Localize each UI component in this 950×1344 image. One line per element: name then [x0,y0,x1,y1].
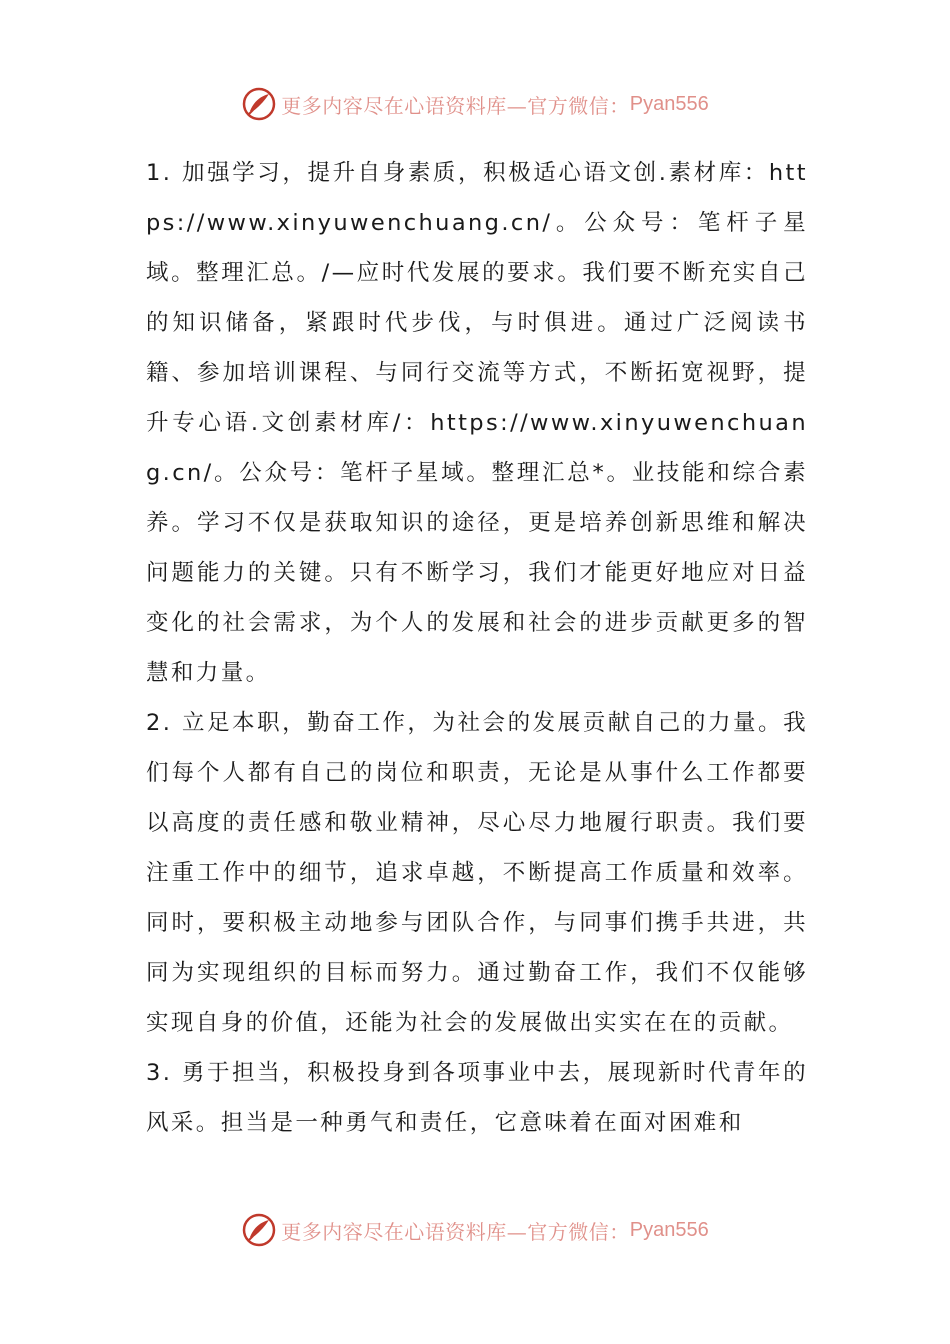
paragraph-1: 1. 加强学习，提升自身素质，积极适心语文创.素材库：https://www.xinyuwenchuang.cn/。公众号：笔杆子星域。整理汇总。/—应时代发展的要求。我们要不断充实自己的知识储备，紧跟时代步伐，与时俱进。通过广泛阅读书籍、参加培训课程、与同行交流等方式，不断拓宽视野，提升专心语.文创素材库/：https://www.xinyuwenchuang.cn/。公众号：笔杆子星域。整理汇总*。业技能和综合素养。学习不仅是获取知识的途径，更是培养创新思维和解决问题能力的关键。只有不断学习，我们才能更好地应对日益变化的社会需求，为个人的发展和社会的进步贡献更多的智慧和力量。 [146,160,808,686]
banner-wechat-id: Pyan556 [629,92,709,115]
pen-scroll-icon [241,1212,277,1248]
banner-text: 更多内容尽在心语资料库—官方微信： [281,1219,630,1244]
header-banner [0,84,950,124]
paragraph-2: 2. 立足本职，勤奋工作，为社会的发展贡献自己的力量。我们每个人都有自己的岗位和职责，无论是从事什么工作都要以高度的责任感和敬业精神，尽心尽力地履行职责。我们要注重工作中的细节，追求卓越，不断提高工作质量和效率。同时，要积极主动地参与团队合作，与同事们携手共进，共同为实现组织的目标而努力。通过勤奋工作，我们不仅能够实现自身的价值，还能为社会的发展做出实实在在的贡献。 [146,710,808,1036]
paragraph-3: 3. 勇于担当，积极投身到各项事业中去，展现新时代青年的风采。担当是一种勇气和责任，它意味着在面对困难和 [146,1060,808,1136]
banner-wechat-id: Pyan556 [629,1218,709,1241]
banner-text: 更多内容尽在心语资料库—官方微信： [281,93,630,118]
pen-scroll-icon [241,86,277,122]
document-body [146,148,808,1148]
footer-banner [0,1210,950,1250]
